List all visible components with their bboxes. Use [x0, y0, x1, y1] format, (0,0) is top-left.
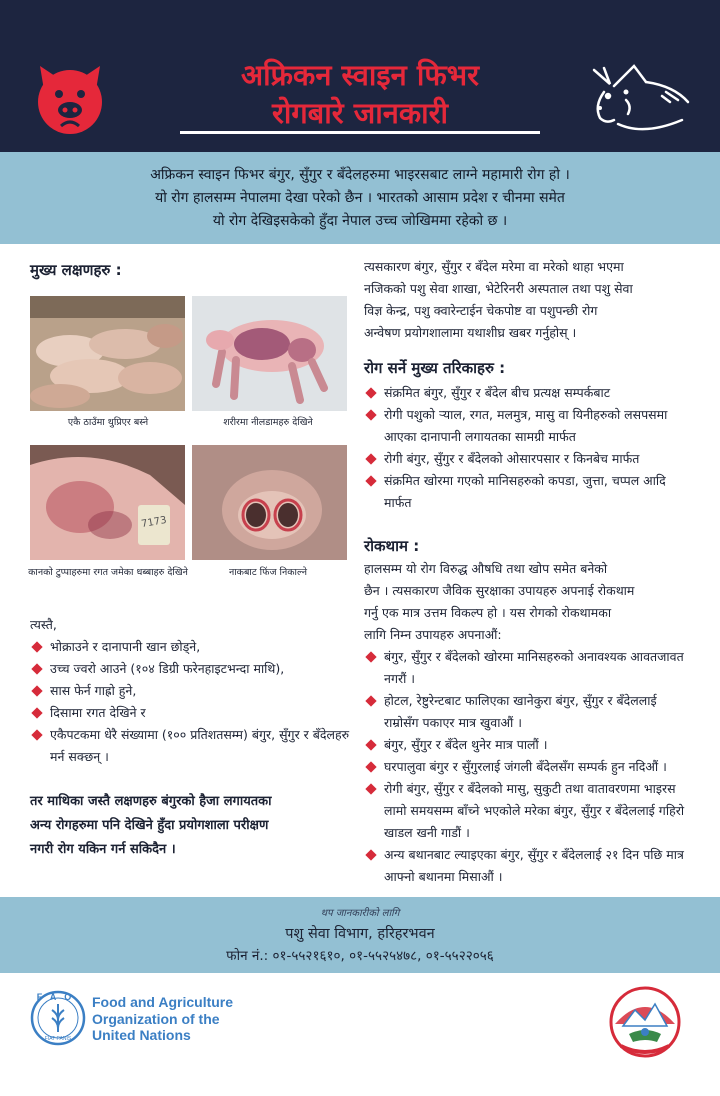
list-item: घरपालुवा बंगुर र सुँगुरलाई जंगली बँदेलसँग सम्पर्क हुन नदिऔं ।: [364, 756, 694, 778]
right-column: [364, 256, 694, 888]
diamond-bullet-icon: [365, 695, 376, 706]
list-item: रोगी बंगुर, सुँगुर र बँदेलको मासु, सुकुटी तथा वातावरणमा भाइरस लामो समयसम्म बाँच्ने भएकोले मरेका बंगुर, सुँगुर र बँदेललाई गहिरो खाडल खनी गाडौं ।: [364, 778, 694, 844]
list-item: अन्य बथानबाट ल्याइएका बंगुर, सुँगुर र बँदेललाई २१ दिन पछि मात्र आफ्नो बथानमा मिसाऔं ।: [364, 844, 694, 888]
photo-nose-foam: [192, 445, 347, 560]
prevention-line-2: छैन । त्यसकारण जैविक सुरक्षाका उपायहरु अपनाई रोकथाम: [364, 583, 635, 598]
caption-huddled: एकै ठाउँमा थुप्रिएर बस्ने: [67, 417, 149, 428]
also-label: त्यस्तै,: [30, 617, 57, 632]
symptoms-list-section: [30, 614, 360, 862]
contact-note: थप जानकारीको लागि: [320, 908, 400, 919]
diamond-bullet-icon: [365, 783, 376, 794]
diamond-bullet-icon: [365, 651, 376, 662]
diamond-bullet-icon: [365, 475, 376, 486]
list-item: एकैपटकमा धेरै संख्यामा (१०० प्रतिशतसम्म) बंगुर, सुँगुर र बँदेलहरु मर्न सक्छन् ।: [30, 724, 360, 768]
reporting-line-2: नजिकको पशु सेवा शाखा, भेटेरिनरी अस्पताल तथा पशु सेवा: [364, 281, 633, 296]
phone-numbers: फोन नं.: ०१-५५२१६१०, ०१-५५२५४७८, ०१-५५२२०५६: [226, 948, 494, 964]
list-item: उच्च ज्वरो आउने (१०४ डिग्री फरेनहाइटभन्दा माथि),: [30, 658, 360, 680]
diamond-bullet-icon: [365, 387, 376, 398]
photo-bluish-skin-pig: [192, 296, 347, 411]
prevention-heading: रोकथाम :: [364, 537, 420, 555]
lab-note-line-3: नगरी रोग यकिन गर्न सकिदैन ।: [30, 842, 176, 857]
list-item: बंगुर, सुँगुर र बँदेल थुनेर मात्र पालौं ।: [364, 734, 694, 756]
department-name: पशु सेवा विभाग, हरिहरभवन: [285, 926, 435, 942]
ear-tag-number: 7173: [140, 514, 168, 531]
caption-bluish: शरीरमा नीलडामहरु देखिने: [223, 417, 313, 428]
fao-name-line-2: Organization of the: [92, 1010, 220, 1027]
list-item: संक्रमित खोरमा गएको मानिसहरुको कपडा, जुत्ता, चप्पल आदि मार्फत: [364, 470, 694, 514]
fao-motto: FIAT PANIS: [44, 1036, 72, 1042]
list-item: रोगी बंगुर, सुँगुर र बँदेलको ओसारपसार र किनबेच मार्फत: [364, 448, 694, 470]
diamond-bullet-icon: [365, 761, 376, 772]
lab-note-line-1: तर माथिका जस्तै लक्षणहरु बंगुरको हैजा लगायतका: [30, 794, 272, 809]
diamond-bullet-icon: [31, 707, 42, 718]
contact-band: [0, 897, 720, 973]
list-item: भोक्राउने र दानापानी खान छोड्ने,: [30, 636, 360, 658]
fao-logo-letters: FAO: [36, 992, 80, 1002]
spread-list: [364, 382, 694, 514]
prevention-line-4: लागि निम्न उपायहरु अपनाऔं:: [364, 627, 502, 642]
sad-pig-icon: [30, 58, 110, 138]
diamond-bullet-icon: [365, 453, 376, 464]
intro-band: [0, 152, 720, 244]
diamond-bullet-icon: [31, 641, 42, 652]
fao-name: [92, 994, 233, 1044]
diamond-bullet-icon: [365, 849, 376, 860]
prevention-line-1: हालसम्म यो रोग विरुद्ध औषधि तथा खोप समेत बनेको: [364, 561, 608, 576]
intro-line-3: यो रोग देखिइसकेको हुँदा नेपाल उच्च जोखिममा रहेको छ ।: [212, 213, 508, 229]
list-item: दिसामा रगत देखिने र: [30, 702, 360, 724]
reporting-line-3: विज्ञ केन्द्र, पशु क्वारेन्टाईन चेकपोष्ट वा पशुपन्छी रोग: [364, 303, 598, 318]
fao-name-line-1: Food and Agriculture: [92, 994, 234, 1010]
list-item: रोगी पशुको र्‍याल, रगत, मलमुत्र, मासु वा यिनीहरुको लसपसमा आएका दानापानी लगायतका सामग्री मार्फत: [364, 404, 694, 448]
caption-nose: नाकबाट फिंज निकाल्ने: [228, 567, 308, 578]
diamond-bullet-icon: [365, 409, 376, 420]
list-item: संक्रमित बंगुर, सुँगुर र बँदेल बीच प्रत्यक्ष सम्पर्कबाट: [364, 382, 694, 404]
pig-outline-icon: [584, 62, 694, 142]
title-line-2: रोगबारे जानकारी: [271, 96, 448, 130]
title-underline: [180, 131, 540, 134]
list-item: सास फेर्न गाह्रो हुने,: [30, 680, 360, 702]
prevention-list: [364, 646, 694, 888]
photo-huddled-pigs: [30, 296, 185, 411]
reporting-line-4: अन्वेषण प्रयोगशालामा यथाशीघ्र खबर गर्नुहोस् ।: [364, 325, 577, 340]
fao-name-line-3: United Nations: [92, 1027, 191, 1043]
reporting-line-1: त्यसकारण बंगुर, सुँगुर र बँदेल मरेमा वा मरेको थाहा भएमा: [364, 259, 624, 274]
intro-line-1: अफ्रिकन स्वाइन फिभर बंगुर, सुँगुर र बँदेलहरुमा भाइरसबाट लाग्ने महामारी रोग हो ।: [150, 167, 570, 183]
symptoms-list: [30, 636, 360, 768]
lab-note-line-2: अन्य रोगहरुमा पनि देखिने हुँदा प्रयोगशाला परीक्षण: [30, 818, 269, 833]
diamond-bullet-icon: [31, 729, 42, 740]
title-line-1: अफ्रिकन स्वाइन फिभर: [241, 58, 479, 92]
diamond-bullet-icon: [31, 685, 42, 696]
list-item: बंगुर, सुँगुर र बँदेलको खोरमा मानिसहरुको अनावश्यक आवतजावत नगरौं ।: [364, 646, 694, 690]
diamond-bullet-icon: [31, 663, 42, 674]
diamond-bullet-icon: [365, 739, 376, 750]
prevention-line-3: गर्नु एक मात्र उत्तम विकल्प हो । यस रोगको रोकथामका: [364, 605, 612, 620]
caption-ear: कानको टुप्पाहरुमा रगत जमेका धब्बाहरु देखिने: [28, 567, 188, 578]
header-banner: [0, 0, 720, 152]
list-item: होटल, रेष्टुरेन्टबाट फालिएका खानेकुरा बंगुर, सुँगुर र बँदेललाई राम्रोसँग पकाएर मात्र खुवाऔं ।: [364, 690, 694, 734]
intro-line-2: यो रोग हालसम्म नेपालमा देखा परेको छैन । भारतको आसाम प्रदेश र चीनमा समेत: [155, 190, 565, 206]
spread-heading: रोग सर्ने मुख्य तरिकाहरु :: [364, 359, 506, 377]
photo-ear-blood-spots: [30, 445, 185, 560]
nepal-government-emblem: [605, 980, 685, 1060]
symptoms-heading: मुख्य लक्षणहरु :: [30, 261, 122, 279]
